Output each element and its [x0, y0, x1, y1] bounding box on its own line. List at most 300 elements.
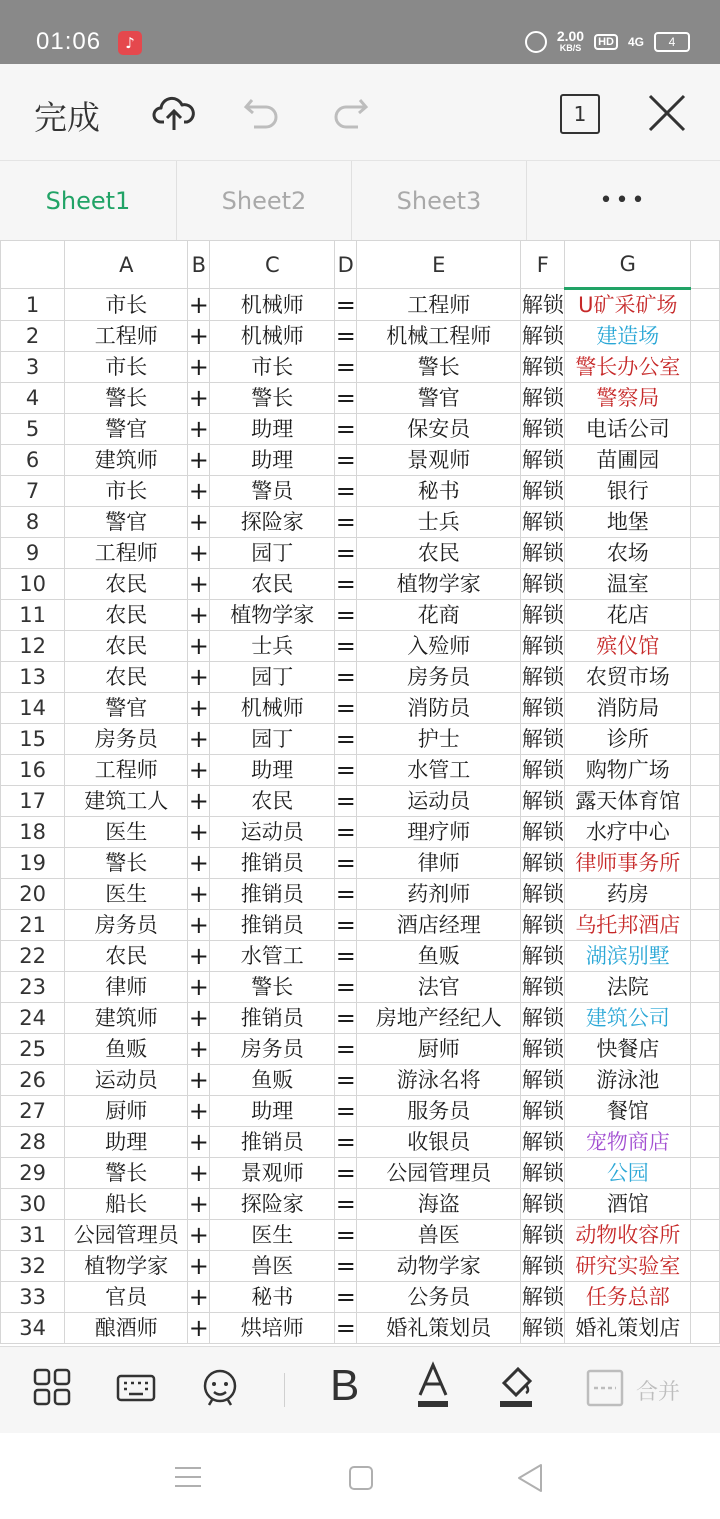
cell-c[interactable]: 运动员	[210, 817, 335, 848]
cell-b[interactable]: +	[188, 384, 209, 412]
cell-g[interactable]: 购物广场	[565, 755, 691, 786]
row-number[interactable]: 27	[1, 1096, 65, 1127]
cell-c[interactable]: 园丁	[210, 538, 335, 569]
cell-empty[interactable]	[691, 1220, 720, 1251]
cell-d[interactable]: =	[335, 1283, 356, 1311]
cell-c[interactable]: 兽医	[210, 1251, 335, 1282]
cell-empty[interactable]	[691, 879, 720, 910]
cell-f[interactable]: 解锁	[521, 1158, 565, 1189]
cell-e[interactable]: 收银员	[357, 1127, 521, 1158]
cell-a[interactable]: 医生	[65, 817, 188, 848]
row-number[interactable]: 28	[1, 1127, 65, 1158]
cell-e[interactable]: 法官	[357, 972, 521, 1003]
cell-e[interactable]: 花商	[357, 600, 521, 631]
cell-b[interactable]: +	[188, 415, 209, 443]
row-number[interactable]: 3	[1, 352, 65, 383]
cell-d[interactable]: =	[335, 973, 356, 1001]
cell-g[interactable]: 研究实验室	[565, 1251, 691, 1282]
cell-a[interactable]: 医生	[65, 879, 188, 910]
cell-c[interactable]: 园丁	[210, 662, 335, 693]
row-number[interactable]: 21	[1, 910, 65, 941]
cell-d[interactable]: =	[335, 756, 356, 784]
cell-b[interactable]: +	[188, 1097, 209, 1125]
cell-a[interactable]: 厨师	[65, 1096, 188, 1127]
cell-c[interactable]: 推销员	[210, 1127, 335, 1158]
cell-a[interactable]: 工程师	[65, 538, 188, 569]
cell-g[interactable]: 诊所	[565, 724, 691, 755]
cell-g[interactable]: 地堡	[565, 507, 691, 538]
cell-e[interactable]: 警官	[357, 383, 521, 414]
cell-g[interactable]: 建造场	[565, 321, 691, 352]
cell-a[interactable]: 警长	[65, 1158, 188, 1189]
cell-e[interactable]: 消防员	[357, 693, 521, 724]
cell-f[interactable]: 解锁	[521, 662, 565, 693]
cell-d[interactable]: =	[335, 818, 356, 846]
cell-e[interactable]: 房地产经纪人	[357, 1003, 521, 1034]
row-number[interactable]: 24	[1, 1003, 65, 1034]
cell-empty[interactable]	[691, 538, 720, 569]
cell-d[interactable]: =	[335, 570, 356, 598]
cell-f[interactable]: 解锁	[521, 631, 565, 662]
cell-f[interactable]: 解锁	[521, 724, 565, 755]
cell-c[interactable]: 机械师	[210, 321, 335, 352]
cell-c[interactable]: 推销员	[210, 879, 335, 910]
done-button[interactable]: 完成	[34, 98, 100, 137]
cell-e[interactable]: 秘书	[357, 476, 521, 507]
cell-e[interactable]: 入殓师	[357, 631, 521, 662]
cell-g[interactable]: 公园	[565, 1158, 691, 1189]
cell-a[interactable]: 农民	[65, 941, 188, 972]
cell-c[interactable]: 警长	[210, 972, 335, 1003]
cell-g[interactable]: 动物收容所	[565, 1220, 691, 1251]
more-tabs-button[interactable]: •••	[599, 188, 648, 213]
cell-c[interactable]: 农民	[210, 569, 335, 600]
cell-d[interactable]: =	[335, 1066, 356, 1094]
cell-a[interactable]: 工程师	[65, 321, 188, 352]
cell-c[interactable]: 房务员	[210, 1034, 335, 1065]
cell-b[interactable]: +	[188, 1128, 209, 1156]
row-number[interactable]: 11	[1, 600, 65, 631]
cell-a[interactable]: 酿酒师	[65, 1313, 188, 1344]
cell-e[interactable]: 律师	[357, 848, 521, 879]
cell-d[interactable]: =	[335, 1035, 356, 1063]
cell-f[interactable]: 解锁	[521, 755, 565, 786]
cell-f[interactable]: 解锁	[521, 289, 565, 321]
tab-sheet3[interactable]: Sheet3	[352, 161, 527, 240]
cell-c[interactable]: 市长	[210, 352, 335, 383]
merge-label[interactable]: 合并	[636, 1380, 681, 1405]
cell-empty[interactable]	[691, 972, 720, 1003]
cell-g[interactable]: 快餐店	[565, 1034, 691, 1065]
cell-e[interactable]: 动物学家	[357, 1251, 521, 1282]
cell-f[interactable]: 解锁	[521, 538, 565, 569]
cell-empty[interactable]	[691, 1003, 720, 1034]
cell-d[interactable]: =	[335, 1097, 356, 1125]
cell-empty[interactable]	[691, 1034, 720, 1065]
cell-e[interactable]: 景观师	[357, 445, 521, 476]
cell-g[interactable]: 温室	[565, 569, 691, 600]
cell-f[interactable]: 解锁	[521, 414, 565, 445]
keyboard-icon[interactable]	[116, 1367, 156, 1411]
cell-d[interactable]: =	[335, 725, 356, 753]
cell-a[interactable]: 房务员	[65, 724, 188, 755]
cell-g[interactable]: 药房	[565, 879, 691, 910]
row-number[interactable]: 10	[1, 569, 65, 600]
cell-empty[interactable]	[691, 569, 720, 600]
cell-c[interactable]: 探险家	[210, 1189, 335, 1220]
tab-sheet1[interactable]: Sheet1	[0, 161, 177, 240]
cell-a[interactable]: 警官	[65, 507, 188, 538]
cell-f[interactable]: 解锁	[521, 817, 565, 848]
cell-g[interactable]: 任务总部	[565, 1282, 691, 1313]
column-header[interactable]: B	[188, 241, 210, 289]
cell-c[interactable]: 烘培师	[210, 1313, 335, 1344]
cell-empty[interactable]	[691, 724, 720, 755]
cell-a[interactable]: 市长	[65, 352, 188, 383]
back-nav-icon[interactable]	[516, 1463, 544, 1497]
cell-a[interactable]: 船长	[65, 1189, 188, 1220]
cell-f[interactable]: 解锁	[521, 1282, 565, 1313]
cell-a[interactable]: 警长	[65, 848, 188, 879]
cell-empty[interactable]	[691, 1096, 720, 1127]
cell-b[interactable]: +	[188, 632, 209, 660]
row-number[interactable]: 22	[1, 941, 65, 972]
cell-g[interactable]: 露天体育馆	[565, 786, 691, 817]
cell-a[interactable]: 建筑工人	[65, 786, 188, 817]
cell-f[interactable]: 解锁	[521, 1003, 565, 1034]
row-number[interactable]: 26	[1, 1065, 65, 1096]
cell-b[interactable]: +	[188, 942, 209, 970]
cell-a[interactable]: 助理	[65, 1127, 188, 1158]
cell-a[interactable]: 农民	[65, 569, 188, 600]
cell-b[interactable]: +	[188, 1221, 209, 1249]
cell-b[interactable]: +	[188, 322, 209, 350]
cell-d[interactable]: =	[335, 632, 356, 660]
cell-e[interactable]: 鱼贩	[357, 941, 521, 972]
cell-e[interactable]: 婚礼策划员	[357, 1313, 521, 1344]
cell-b[interactable]: +	[188, 290, 209, 319]
cell-c[interactable]: 机械师	[210, 693, 335, 724]
cell-f[interactable]: 解锁	[521, 445, 565, 476]
cell-e[interactable]: 酒店经理	[357, 910, 521, 941]
cell-b[interactable]: +	[188, 446, 209, 474]
cell-b[interactable]: +	[188, 1252, 209, 1280]
cell-empty[interactable]	[691, 1313, 720, 1344]
spreadsheet-grid[interactable]	[0, 240, 720, 1346]
cell-g[interactable]: 电话公司	[565, 414, 691, 445]
cell-c[interactable]: 鱼贩	[210, 1065, 335, 1096]
cell-d[interactable]: =	[335, 911, 356, 939]
row-number[interactable]: 15	[1, 724, 65, 755]
cell-c[interactable]: 士兵	[210, 631, 335, 662]
cell-g[interactable]: 花店	[565, 600, 691, 631]
cell-empty[interactable]	[691, 414, 720, 445]
cell-e[interactable]: 房务员	[357, 662, 521, 693]
sheet-count-button[interactable]: 1	[560, 94, 600, 134]
cell-e[interactable]: 士兵	[357, 507, 521, 538]
cell-e[interactable]: 护士	[357, 724, 521, 755]
close-icon[interactable]	[646, 92, 688, 138]
row-number[interactable]: 29	[1, 1158, 65, 1189]
cell-d[interactable]: =	[335, 942, 356, 970]
cell-f[interactable]: 解锁	[521, 1034, 565, 1065]
cell-g[interactable]: 律师事务所	[565, 848, 691, 879]
cell-d[interactable]: =	[335, 290, 356, 319]
cell-empty[interactable]	[691, 817, 720, 848]
cell-empty[interactable]	[691, 289, 720, 321]
cell-e[interactable]: 服务员	[357, 1096, 521, 1127]
cell-d[interactable]: =	[335, 322, 356, 350]
cell-b[interactable]: +	[188, 818, 209, 846]
cloud-upload-icon[interactable]	[152, 90, 196, 138]
cell-empty[interactable]	[691, 910, 720, 941]
cell-c[interactable]: 助理	[210, 445, 335, 476]
cell-e[interactable]: 药剂师	[357, 879, 521, 910]
cell-empty[interactable]	[691, 786, 720, 817]
cell-f[interactable]: 解锁	[521, 972, 565, 1003]
cell-d[interactable]: =	[335, 849, 356, 877]
cell-d[interactable]: =	[335, 1252, 356, 1280]
row-number[interactable]: 31	[1, 1220, 65, 1251]
cell-g[interactable]: 警察局	[565, 383, 691, 414]
cell-empty[interactable]	[691, 1127, 720, 1158]
cell-empty[interactable]	[691, 507, 720, 538]
cell-f[interactable]: 解锁	[521, 786, 565, 817]
cell-f[interactable]: 解锁	[521, 352, 565, 383]
cell-f[interactable]: 解锁	[521, 1096, 565, 1127]
merge-cells-icon[interactable]	[586, 1369, 624, 1411]
cell-a[interactable]: 警官	[65, 693, 188, 724]
ai-assistant-icon[interactable]	[200, 1367, 240, 1411]
cell-f[interactable]: 解锁	[521, 1189, 565, 1220]
cell-b[interactable]: +	[188, 1159, 209, 1187]
cell-empty[interactable]	[691, 321, 720, 352]
cell-empty[interactable]	[691, 1189, 720, 1220]
cell-a[interactable]: 市长	[65, 476, 188, 507]
cell-c[interactable]: 秘书	[210, 1282, 335, 1313]
cell-f[interactable]: 解锁	[521, 1313, 565, 1344]
cell-empty[interactable]	[691, 941, 720, 972]
cell-c[interactable]: 探险家	[210, 507, 335, 538]
column-header[interactable]: F	[521, 241, 565, 289]
cell-e[interactable]: 植物学家	[357, 569, 521, 600]
cell-b[interactable]: +	[188, 756, 209, 784]
bold-icon[interactable]: B	[330, 1361, 360, 1410]
cell-a[interactable]: 建筑师	[65, 445, 188, 476]
cell-g[interactable]: 婚礼策划店	[565, 1313, 691, 1344]
cell-e[interactable]: 保安员	[357, 414, 521, 445]
corner-cell[interactable]	[1, 241, 65, 289]
cell-c[interactable]: 农民	[210, 786, 335, 817]
cell-b[interactable]: +	[188, 849, 209, 877]
cell-e[interactable]: 运动员	[357, 786, 521, 817]
cell-f[interactable]: 解锁	[521, 476, 565, 507]
cell-b[interactable]: +	[188, 1314, 209, 1342]
fill-color-icon[interactable]	[498, 1361, 536, 1415]
cell-a[interactable]: 农民	[65, 662, 188, 693]
cell-g[interactable]: 殡仪馆	[565, 631, 691, 662]
cell-e[interactable]: 公园管理员	[357, 1158, 521, 1189]
cell-g[interactable]: 餐馆	[565, 1096, 691, 1127]
cell-empty[interactable]	[691, 848, 720, 879]
column-header-selected[interactable]: G	[565, 241, 691, 289]
redo-icon[interactable]	[328, 90, 372, 138]
cell-g[interactable]: 宠物商店	[565, 1127, 691, 1158]
cell-d[interactable]: =	[335, 415, 356, 443]
cell-b[interactable]: +	[188, 508, 209, 536]
cell-f[interactable]: 解锁	[521, 693, 565, 724]
cell-empty[interactable]	[691, 383, 720, 414]
cell-b[interactable]: +	[188, 663, 209, 691]
cell-f[interactable]: 解锁	[521, 321, 565, 352]
cell-c[interactable]: 机械师	[210, 289, 335, 321]
home-nav-icon[interactable]	[348, 1465, 374, 1495]
cell-d[interactable]: =	[335, 384, 356, 412]
cell-d[interactable]: =	[335, 1159, 356, 1187]
cell-b[interactable]: +	[188, 1190, 209, 1218]
cell-b[interactable]: +	[188, 570, 209, 598]
cell-empty[interactable]	[691, 755, 720, 786]
cell-c[interactable]: 医生	[210, 1220, 335, 1251]
cell-a[interactable]: 运动员	[65, 1065, 188, 1096]
undo-icon[interactable]	[240, 90, 284, 138]
row-number[interactable]: 16	[1, 755, 65, 786]
row-number[interactable]: 30	[1, 1189, 65, 1220]
cell-e[interactable]: 理疗师	[357, 817, 521, 848]
cell-empty[interactable]	[691, 352, 720, 383]
cell-a[interactable]: 官员	[65, 1282, 188, 1313]
cell-empty[interactable]	[691, 693, 720, 724]
cell-d[interactable]: =	[335, 1314, 356, 1342]
cell-d[interactable]: =	[335, 1190, 356, 1218]
cell-f[interactable]: 解锁	[521, 1220, 565, 1251]
cell-c[interactable]: 助理	[210, 414, 335, 445]
cell-a[interactable]: 鱼贩	[65, 1034, 188, 1065]
cell-c[interactable]: 警员	[210, 476, 335, 507]
cell-c[interactable]: 水管工	[210, 941, 335, 972]
cell-empty[interactable]	[691, 445, 720, 476]
cell-empty[interactable]	[691, 662, 720, 693]
cell-d[interactable]: =	[335, 446, 356, 474]
row-number[interactable]: 25	[1, 1034, 65, 1065]
row-number[interactable]: 33	[1, 1282, 65, 1313]
row-number[interactable]: 13	[1, 662, 65, 693]
row-number[interactable]: 12	[1, 631, 65, 662]
cell-c[interactable]: 推销员	[210, 910, 335, 941]
cell-e[interactable]: 海盗	[357, 1189, 521, 1220]
cell-empty[interactable]	[691, 1251, 720, 1282]
cell-c[interactable]: 植物学家	[210, 600, 335, 631]
row-number[interactable]: 23	[1, 972, 65, 1003]
cell-b[interactable]: +	[188, 694, 209, 722]
cell-empty[interactable]	[691, 1158, 720, 1189]
cell-e[interactable]: 公务员	[357, 1282, 521, 1313]
cell-g[interactable]: 酒馆	[565, 1189, 691, 1220]
cell-d[interactable]: =	[335, 353, 356, 381]
row-number[interactable]: 5	[1, 414, 65, 445]
row-number[interactable]: 1	[1, 289, 65, 321]
cell-d[interactable]: =	[335, 539, 356, 567]
cell-a[interactable]: 房务员	[65, 910, 188, 941]
cell-d[interactable]: =	[335, 880, 356, 908]
cell-d[interactable]: =	[335, 787, 356, 815]
cell-g[interactable]: 农贸市场	[565, 662, 691, 693]
cell-a[interactable]: 警长	[65, 383, 188, 414]
cell-d[interactable]: =	[335, 1221, 356, 1249]
row-number[interactable]: 18	[1, 817, 65, 848]
cell-g[interactable]: 银行	[565, 476, 691, 507]
cell-f[interactable]: 解锁	[521, 1251, 565, 1282]
cell-b[interactable]: +	[188, 1283, 209, 1311]
cell-a[interactable]: 建筑师	[65, 1003, 188, 1034]
cell-g[interactable]: 建筑公司	[565, 1003, 691, 1034]
row-number[interactable]: 7	[1, 476, 65, 507]
cell-b[interactable]: +	[188, 539, 209, 567]
cell-g[interactable]: U矿采矿场	[565, 289, 691, 321]
cell-e[interactable]: 兽医	[357, 1220, 521, 1251]
cell-f[interactable]: 解锁	[521, 941, 565, 972]
cell-e[interactable]: 厨师	[357, 1034, 521, 1065]
row-number[interactable]: 34	[1, 1313, 65, 1344]
cell-a[interactable]: 警官	[65, 414, 188, 445]
cell-empty[interactable]	[691, 1282, 720, 1313]
cell-e[interactable]: 警长	[357, 352, 521, 383]
row-number[interactable]: 14	[1, 693, 65, 724]
cell-c[interactable]: 助理	[210, 1096, 335, 1127]
cell-e[interactable]: 工程师	[357, 289, 521, 321]
cell-a[interactable]: 律师	[65, 972, 188, 1003]
cell-f[interactable]: 解锁	[521, 879, 565, 910]
cell-e[interactable]: 游泳名将	[357, 1065, 521, 1096]
cell-b[interactable]: +	[188, 601, 209, 629]
cell-g[interactable]: 湖滨别墅	[565, 941, 691, 972]
cell-a[interactable]: 植物学家	[65, 1251, 188, 1282]
cell-c[interactable]: 园丁	[210, 724, 335, 755]
row-number[interactable]: 17	[1, 786, 65, 817]
cell-a[interactable]: 工程师	[65, 755, 188, 786]
cell-b[interactable]: +	[188, 973, 209, 1001]
cell-d[interactable]: =	[335, 694, 356, 722]
cell-d[interactable]: =	[335, 663, 356, 691]
cell-e[interactable]: 机械工程师	[357, 321, 521, 352]
column-header[interactable]: E	[357, 241, 521, 289]
cell-c[interactable]: 推销员	[210, 848, 335, 879]
cell-a[interactable]: 公园管理员	[65, 1220, 188, 1251]
cell-c[interactable]: 助理	[210, 755, 335, 786]
apps-grid-icon[interactable]	[32, 1367, 72, 1411]
cell-b[interactable]: +	[188, 880, 209, 908]
cell-f[interactable]: 解锁	[521, 569, 565, 600]
cell-empty[interactable]	[691, 1065, 720, 1096]
cell-a[interactable]: 农民	[65, 631, 188, 662]
row-number[interactable]: 4	[1, 383, 65, 414]
font-color-icon[interactable]	[416, 1361, 450, 1415]
cell-a[interactable]: 市长	[65, 289, 188, 321]
cell-d[interactable]: =	[335, 508, 356, 536]
cell-f[interactable]: 解锁	[521, 910, 565, 941]
cell-d[interactable]: =	[335, 1128, 356, 1156]
cell-b[interactable]: +	[188, 787, 209, 815]
cell-b[interactable]: +	[188, 353, 209, 381]
cell-c[interactable]: 景观师	[210, 1158, 335, 1189]
cell-b[interactable]: +	[188, 1066, 209, 1094]
cell-empty[interactable]	[691, 476, 720, 507]
cell-f[interactable]: 解锁	[521, 1065, 565, 1096]
cell-empty[interactable]	[691, 631, 720, 662]
row-number[interactable]: 6	[1, 445, 65, 476]
cell-d[interactable]: =	[335, 1004, 356, 1032]
cell-g[interactable]: 苗圃园	[565, 445, 691, 476]
